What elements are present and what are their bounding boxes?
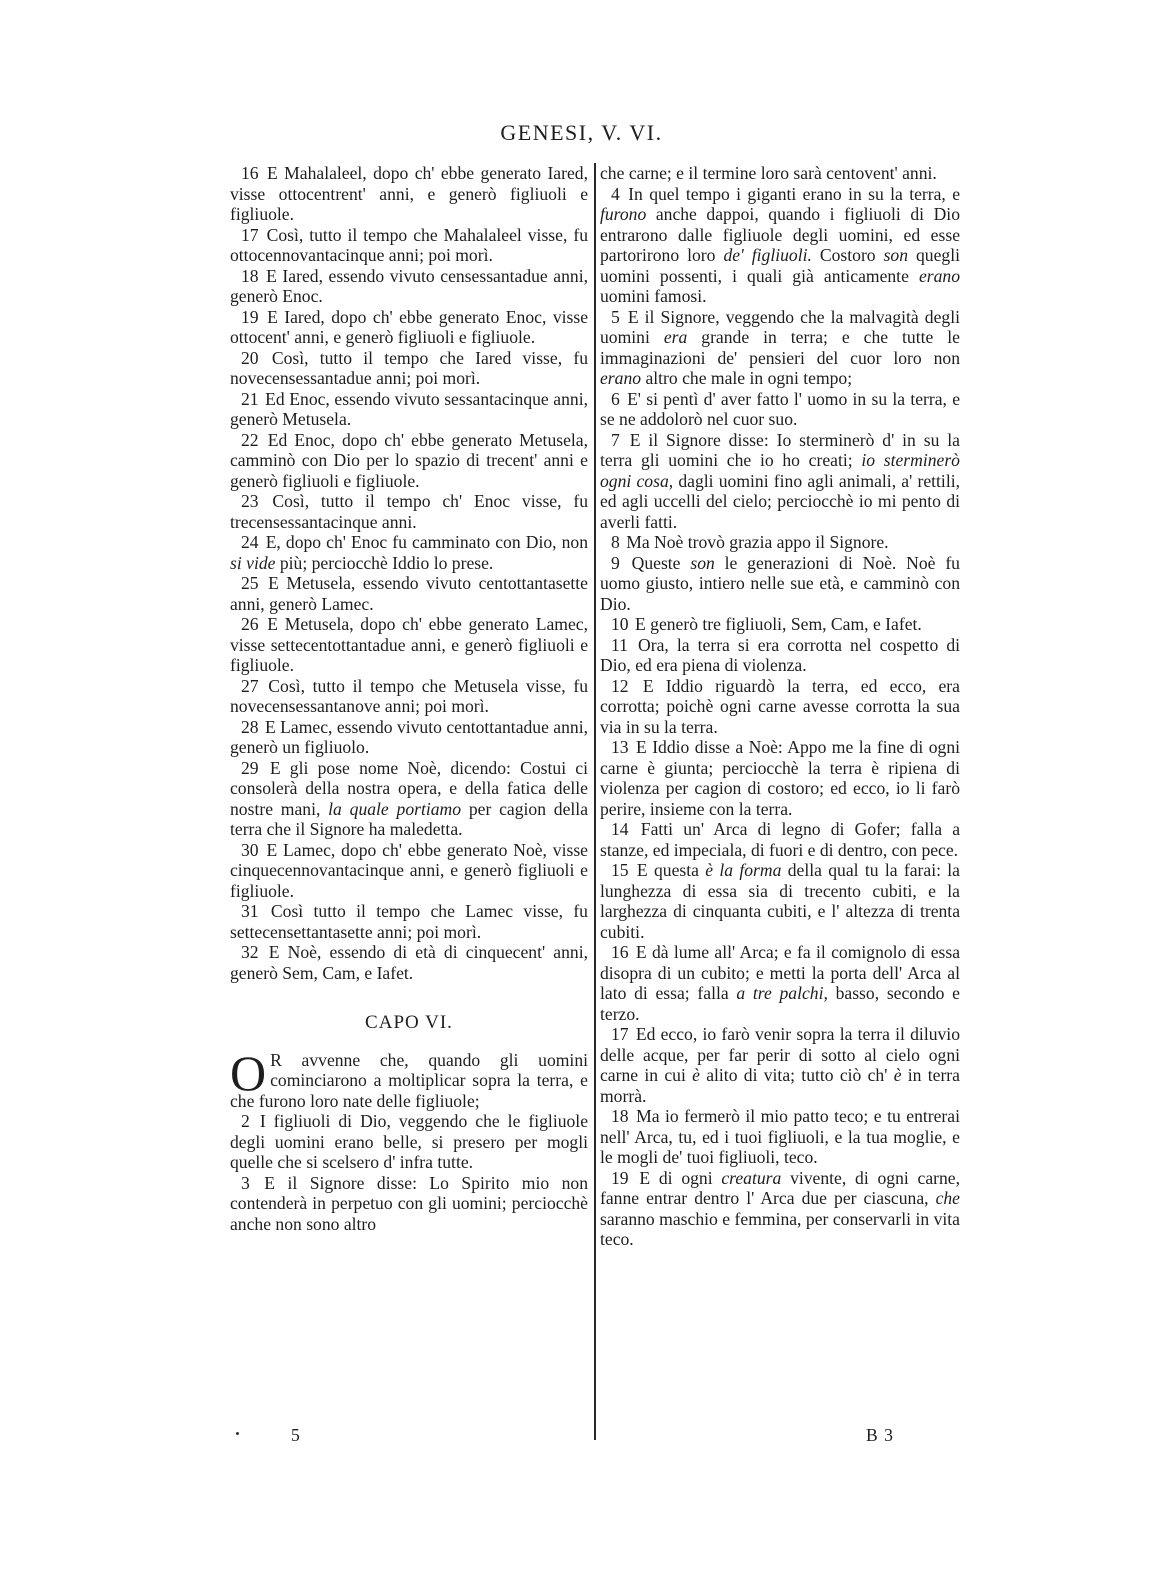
verse-text: E Iddio riguardò la terra, ed ecco, era corrotta; poichè ogni carne avesse corrotta la sua via in su la terra. <box>600 675 960 737</box>
verse-text: Così, tutto il tempo che Mahalaleel visse, fu ottocennovantacinque anni; poi morì. <box>230 224 588 265</box>
verse-text: quegli uomini possenti, i quali già anticamente <box>600 245 960 286</box>
verse-number: 8 <box>611 532 620 552</box>
verse-number: 17 <box>611 1024 629 1044</box>
verse-text: E Iddio disse a Noè: Appo me la fine di ogni carne è giunta; perciocchè la terra è ripiena di violenza per cagion di costoro; ed ecco, io li farò perire, insieme con la terra. <box>600 737 960 819</box>
verse <box>230 942 588 983</box>
verse-number: 25 <box>241 573 259 593</box>
verse-text: E il Signore disse: Lo Spirito mio non contenderà in perpetuo con gli uomini; perciocchè anche non sono altro <box>230 1172 589 1234</box>
verse <box>600 635 960 676</box>
verse-text: E Lamec, essendo vivuto centottantadue anni, generò un figliuolo. <box>230 716 589 757</box>
verse-italic: erano <box>918 265 960 286</box>
verse <box>230 573 588 614</box>
verse-number: 24 <box>241 532 259 552</box>
verse-text: E, dopo ch' Enoc fu camminato con Dio, non <box>265 532 588 552</box>
verse-italic: era <box>663 327 688 347</box>
verse-text: dagli uomini fino agli animali, a' rettili, ed agli uccelli del cielo; perciocchè io mi pento di averli fatti. <box>600 470 960 532</box>
verse-number: 26 <box>241 614 259 634</box>
verse-text: E Lamec, dopo ch' ebbe generato Noè, visse cinquecennovantacinque anni, e generò figliuoli e figliuole. <box>230 839 588 901</box>
verse-text: Così tutto il tempo che Lamec visse, fu settecensettantasette anni; poi morì. <box>230 901 588 942</box>
chapter-title: CAPO VI. <box>365 1012 453 1033</box>
verse-text: anche dappoi, quando i figliuoli di Dio entrarono dalle figliuole degli uomini, ed esse partorirono loro <box>600 204 960 265</box>
verse-text: le generazioni di Noè. Noè fu uomo giusto, intiero nelle sue età, e camminò con Dio. <box>600 552 960 614</box>
verse-text: Ma Noè trovò grazia appo il Signore. <box>626 532 889 552</box>
running-header: GENESI, V. VI. <box>500 120 663 145</box>
verse-italic: è <box>893 1065 902 1085</box>
verse-italic: son <box>883 245 909 265</box>
verse-number: 11 <box>611 634 628 655</box>
verse <box>600 860 960 942</box>
verse <box>600 307 960 389</box>
verse-number: 16 <box>611 942 629 962</box>
verse-italic: si vide <box>230 552 276 573</box>
verse-number: 2 <box>241 1111 250 1131</box>
verse-italic: a tre palchi, <box>736 983 828 1003</box>
verse-number: 30 <box>241 839 259 860</box>
verse-text: Così, tutto il tempo ch' Enoc visse, fu trecensessantacinque anni. <box>230 491 588 532</box>
verse <box>230 491 588 532</box>
verse-number: 29 <box>241 757 259 778</box>
drop-cap-initial: O <box>230 1044 267 1101</box>
verse-text: uomini famosi. <box>600 286 707 306</box>
verse-italic: che <box>935 1188 960 1208</box>
verse-number: 21 <box>241 388 259 409</box>
verse-text: Fatti un' Arca di legno di Gofer; falla a stanze, ed impeciala, di fuori e di dentro, con pece. <box>600 819 961 860</box>
verse-number: 15 <box>611 860 629 880</box>
verse-number: 20 <box>241 347 259 368</box>
verse-text: basso, secondo e terzo. <box>600 983 960 1024</box>
verse-number: 3 <box>241 1172 250 1193</box>
verse-text: Ed Enoc, dopo ch' ebbe generato Metusela, camminò con Dio per lo spazio di trecent' anni e generò figliuoli e figliuole. <box>230 429 588 491</box>
verse <box>230 225 588 266</box>
opening-paragraph <box>230 1044 588 1112</box>
verse-number: 12 <box>611 675 629 696</box>
verse-italic: è <box>692 1065 700 1085</box>
verse <box>600 614 960 635</box>
verse-italic: son <box>690 552 715 573</box>
verse <box>230 532 588 573</box>
verse-number: 19 <box>241 306 259 327</box>
verse-italic: io sterminerò ogni cosa, <box>600 450 960 491</box>
verse-number: 7 <box>611 429 620 450</box>
verse-number: 13 <box>611 737 629 757</box>
verse-text: Ed ecco, io farò venir sopra la terra il diluvio delle acque, per far perir di sotto al cielo ogni carne in cui <box>600 1024 960 1085</box>
verse-number: 9 <box>611 552 620 573</box>
verse <box>230 676 588 717</box>
verse <box>600 1024 960 1106</box>
verse-text: E Noè, essendo di età di cinquecent' anni, generò Sem, Cam, e Iafet. <box>230 942 588 983</box>
verse <box>600 819 960 860</box>
verse-number: 4 <box>611 183 620 204</box>
verse-italic: de' figliuoli. <box>723 245 812 265</box>
verse-text: in terra morrà. <box>600 1065 960 1106</box>
verse-number: 31 <box>241 901 259 921</box>
verse <box>230 758 588 840</box>
verse <box>600 737 960 819</box>
verse-italic: è la forma <box>705 860 782 880</box>
verse <box>230 1173 588 1235</box>
verse-text: Così, tutto il tempo che Metusela visse, fu novecensessantanove anni; poi morì. <box>230 675 588 716</box>
print-mark <box>236 1432 239 1435</box>
verse-number: 22 <box>241 429 259 450</box>
right-column <box>600 163 960 1250</box>
verse-text: vivente, di ogni carne, fanne entrar dentro l' Arca due per ciascuna, <box>600 1167 960 1208</box>
verse <box>230 348 588 389</box>
verse-number: 19 <box>611 1167 629 1188</box>
verse-italic: la quale portiamo <box>328 798 462 819</box>
verse-text: più; perciocchè Iddio lo prese. <box>275 552 494 573</box>
verse-text: E di ogni <box>639 1167 722 1188</box>
verse-number: 6 <box>611 388 620 409</box>
verse-text: grande in terra; e che tutte le immaginazioni de' pensieri del cuor loro non <box>600 327 960 368</box>
verse-text: per cagion della terra che il Signore ha maledetta. <box>230 798 589 839</box>
verse <box>230 840 588 902</box>
verse-number: 32 <box>241 942 259 962</box>
verse-text: Così, tutto il tempo che Iared visse, fu novecensessantadue anni; poi morì. <box>230 347 588 388</box>
verse <box>230 430 588 492</box>
verse <box>600 676 960 738</box>
verse-text: E generò tre figliuoli, Sem, Cam, e Iafet. <box>635 614 922 634</box>
verse-number: 28 <box>241 716 259 737</box>
continued-text: che carne; e il termine loro sarà centovent' anni. <box>600 163 937 183</box>
verse <box>600 389 960 430</box>
verse-text: I figliuoli di Dio, veggendo che le figliuole degli uomini erano belle, si presero per mogli quelle che si scelsero d' infra tutte. <box>230 1111 588 1172</box>
verse <box>600 942 960 1024</box>
verse-italic: furono <box>600 204 647 224</box>
verse-text: E Metusela, essendo vivuto centottantasette anni, generò Lamec. <box>230 573 588 614</box>
verse-text: E questa <box>636 860 706 880</box>
verse <box>600 1168 960 1250</box>
verse-italic: creatura <box>721 1167 782 1188</box>
verse-italic: erano <box>600 368 642 388</box>
verse-text: Queste <box>631 552 691 573</box>
verse-number: 10 <box>611 614 629 634</box>
verse <box>600 532 960 553</box>
verse-text: Costoro <box>811 245 884 265</box>
verse-text: E gli pose nome Noè, dicendo: Costui ci consolerà della nostra opera, e della fatica delle nostre mani, <box>230 757 588 819</box>
verse <box>600 553 960 615</box>
verse-text: E' si pentì d' aver fatto l' uomo in su la terra, e se ne addolorò nel cuor suo. <box>600 388 961 429</box>
opening-text: R avvenne che, quando gli uomini cominciarono a moltiplicar sopra la terra, e che furono loro nate delle figliuole; <box>230 1049 588 1111</box>
verse <box>230 163 588 225</box>
verse-text: Ma io fermerò il mio patto teco; e tu entrerai nell' Arca, tu, ed i tuoi figliuoli, e la tua moglie, e le mogli de' tuoi figliuoli, teco. <box>600 1106 960 1167</box>
verse-text: E Iared, essendo vivuto censessantadue anni, generò Enoc. <box>230 265 588 306</box>
verse-text: E il Signore, veggendo che la malvagità degli uomini <box>600 306 960 347</box>
verse <box>230 307 588 348</box>
verse-number: 18 <box>241 265 259 286</box>
page-number: 5 <box>291 1425 300 1445</box>
verse-text: Ed Enoc, essendo vivuto sessantacinque anni, generò Metusela. <box>230 388 588 429</box>
verse <box>230 717 588 758</box>
verse <box>600 430 960 533</box>
verse-text: saranno maschio e femmina, per conservarli in vita teco. <box>600 1208 960 1249</box>
signature-mark: B 3 <box>866 1425 894 1445</box>
verse-number: 5 <box>611 306 620 327</box>
verse-text: E Iared, dopo ch' ebbe generato Enoc, visse ottocent' anni, e generò figliuoli e figliuole. <box>230 306 589 347</box>
verse-number: 17 <box>241 224 259 245</box>
verse-number: 23 <box>241 491 259 511</box>
verse-text: E dà lume all' Arca; e fa il comignolo di essa disopra di un cubito; e metti la porta dell' Arca al lato di essa; falla <box>600 942 961 1003</box>
verse <box>230 389 588 430</box>
verse <box>600 1106 960 1168</box>
verse-number: 27 <box>241 675 259 696</box>
verse-text: In quel tempo i giganti erano in su la terra, e <box>628 183 961 204</box>
column-divider <box>594 163 596 1440</box>
verse-text: E Metusela, dopo ch' ebbe generato Lamec, visse settecentottantadue anni, e generò figliuoli e figliuole. <box>230 614 588 675</box>
verse-text: altro che male in ogni tempo; <box>641 368 853 388</box>
verse <box>230 614 588 676</box>
verse-number: 14 <box>611 819 629 839</box>
verse <box>230 901 588 942</box>
verse-text: Ora, la terra si era corrotta nel cospetto di Dio, ed era piena di violenza. <box>600 634 961 675</box>
left-column <box>230 163 588 1234</box>
verse-text: alito di vita; tutto ciò ch' <box>699 1065 894 1085</box>
verse-text: E il Signore disse: Io sterminerò d' in su la terra gli uomini che io ho creati; <box>600 429 960 470</box>
verse-number: 18 <box>611 1106 629 1126</box>
verse-text: della qual tu la farai: la lunghezza di essa sia di trecento cubiti, e la larghezza di cinquanta cubiti, e l' altezza di trenta cubiti. <box>600 860 960 942</box>
verse-number: 16 <box>241 163 259 183</box>
verse <box>230 266 588 307</box>
verse <box>600 184 960 307</box>
verse-text: E Mahalaleel, dopo ch' ebbe generato Iared, visse ottocentrent' anni, e generò figliuoli e figliuole. <box>230 163 588 224</box>
verse <box>230 1111 588 1173</box>
